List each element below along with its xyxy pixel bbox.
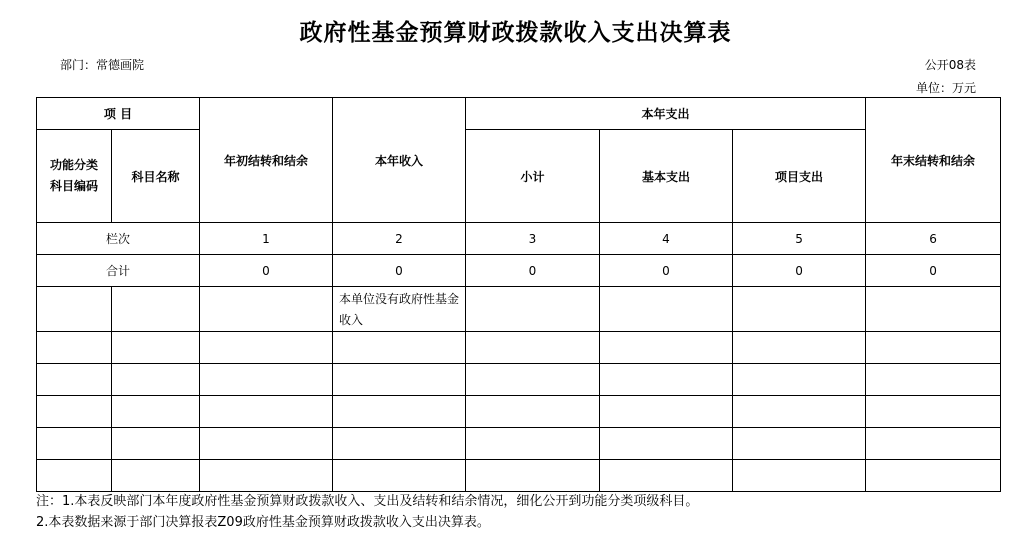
header-func-code bbox=[37, 130, 112, 223]
header-func-code-line1: 功能分类 bbox=[49, 158, 98, 172]
table-cell bbox=[37, 332, 112, 364]
table-row bbox=[37, 332, 1001, 364]
header-current-income: 本年收入 bbox=[333, 98, 466, 223]
table-cell bbox=[112, 287, 200, 332]
header-current-expenditure: 本年支出 bbox=[466, 98, 866, 130]
table-row bbox=[37, 287, 1001, 332]
department-label: 部门：常德画院 bbox=[60, 58, 145, 72]
table-cell bbox=[200, 396, 333, 428]
table-cell bbox=[866, 364, 1001, 396]
table-cell bbox=[112, 428, 200, 460]
table-row bbox=[37, 364, 1001, 396]
table-cell bbox=[200, 287, 333, 332]
total-label: 合计 bbox=[37, 255, 200, 287]
table-cell bbox=[866, 287, 1001, 332]
column-index-cell: 3 bbox=[466, 223, 600, 255]
table-cell bbox=[733, 332, 866, 364]
table-cell bbox=[200, 332, 333, 364]
table-cell bbox=[333, 396, 466, 428]
header-subject-name: 科目名称 bbox=[112, 130, 200, 223]
table-cell bbox=[600, 364, 733, 396]
table-cell bbox=[466, 396, 600, 428]
total-cell: 0 bbox=[466, 255, 600, 287]
table-cell bbox=[733, 364, 866, 396]
header-project-expenditure: 项目支出 bbox=[733, 130, 866, 223]
table-cell bbox=[112, 332, 200, 364]
unit-label: 单位：万元 bbox=[915, 81, 976, 95]
table-cell bbox=[37, 287, 112, 332]
column-index-cell: 2 bbox=[333, 223, 466, 255]
table-cell bbox=[112, 460, 200, 492]
table-cell bbox=[733, 287, 866, 332]
total-cell: 0 bbox=[733, 255, 866, 287]
table-cell bbox=[600, 460, 733, 492]
table-cell bbox=[866, 428, 1001, 460]
footnotes bbox=[36, 491, 698, 533]
form-number: 公开08表 bbox=[924, 58, 976, 72]
header-opening-balance: 年初结转和结余 bbox=[200, 98, 333, 223]
table-cell bbox=[733, 460, 866, 492]
header-basic-expenditure: 基本支出 bbox=[600, 130, 733, 223]
footnote-1: 注：1.本表反映部门本年度政府性基金预算财政拨款收入、支出及结转和结余情况，细化公开到功能分类项级科目。 bbox=[36, 494, 699, 509]
table-row bbox=[37, 460, 1001, 492]
footnote-2: 2.本表数据来源于部门决算报表Z09政府性基金预算财政拨款收入支出决算表。 bbox=[36, 515, 490, 530]
header-item: 项 目 bbox=[37, 98, 200, 130]
table-row bbox=[37, 396, 1001, 428]
table-cell bbox=[466, 460, 600, 492]
table-cell bbox=[37, 428, 112, 460]
page-title: 政府性基金预算财政拨款收入支出决算表 bbox=[299, 20, 732, 46]
column-index-cell: 5 bbox=[733, 223, 866, 255]
table-cell bbox=[733, 396, 866, 428]
table-cell bbox=[600, 332, 733, 364]
total-row bbox=[37, 255, 1001, 287]
column-index-cell: 6 bbox=[866, 223, 1001, 255]
table-cell bbox=[866, 396, 1001, 428]
column-index-cell: 4 bbox=[600, 223, 733, 255]
total-cell: 0 bbox=[333, 255, 466, 287]
table-cell bbox=[333, 364, 466, 396]
table-cell bbox=[112, 364, 200, 396]
header-closing-balance: 年末结转和结余 bbox=[866, 98, 1001, 223]
table-cell bbox=[112, 396, 200, 428]
table-cell bbox=[200, 364, 333, 396]
column-index-cell: 1 bbox=[200, 223, 333, 255]
table-cell bbox=[37, 364, 112, 396]
header-subtotal: 小计 bbox=[466, 130, 600, 223]
budget-table bbox=[36, 97, 1001, 492]
table-cell bbox=[37, 396, 112, 428]
table-cell bbox=[466, 332, 600, 364]
table-cell bbox=[866, 460, 1001, 492]
empty-data-note: 本单位没有政府性基金收入 bbox=[333, 287, 466, 332]
table-row bbox=[37, 428, 1001, 460]
table-cell bbox=[600, 287, 733, 332]
table-cell bbox=[866, 332, 1001, 364]
table-cell bbox=[333, 332, 466, 364]
column-index-label: 栏次 bbox=[37, 223, 200, 255]
table-cell bbox=[333, 428, 466, 460]
table-cell bbox=[200, 428, 333, 460]
table-cell bbox=[37, 460, 112, 492]
table-cell bbox=[333, 460, 466, 492]
table-cell bbox=[466, 287, 600, 332]
table-cell bbox=[200, 460, 333, 492]
column-index-row bbox=[37, 223, 1001, 255]
table-cell bbox=[466, 428, 600, 460]
total-cell: 0 bbox=[866, 255, 1001, 287]
header-func-code-line2: 科目编码 bbox=[49, 179, 98, 193]
total-cell: 0 bbox=[200, 255, 333, 287]
table-cell bbox=[466, 364, 600, 396]
total-cell: 0 bbox=[600, 255, 733, 287]
table-cell bbox=[600, 428, 733, 460]
table-cell bbox=[600, 396, 733, 428]
table-cell bbox=[733, 428, 866, 460]
